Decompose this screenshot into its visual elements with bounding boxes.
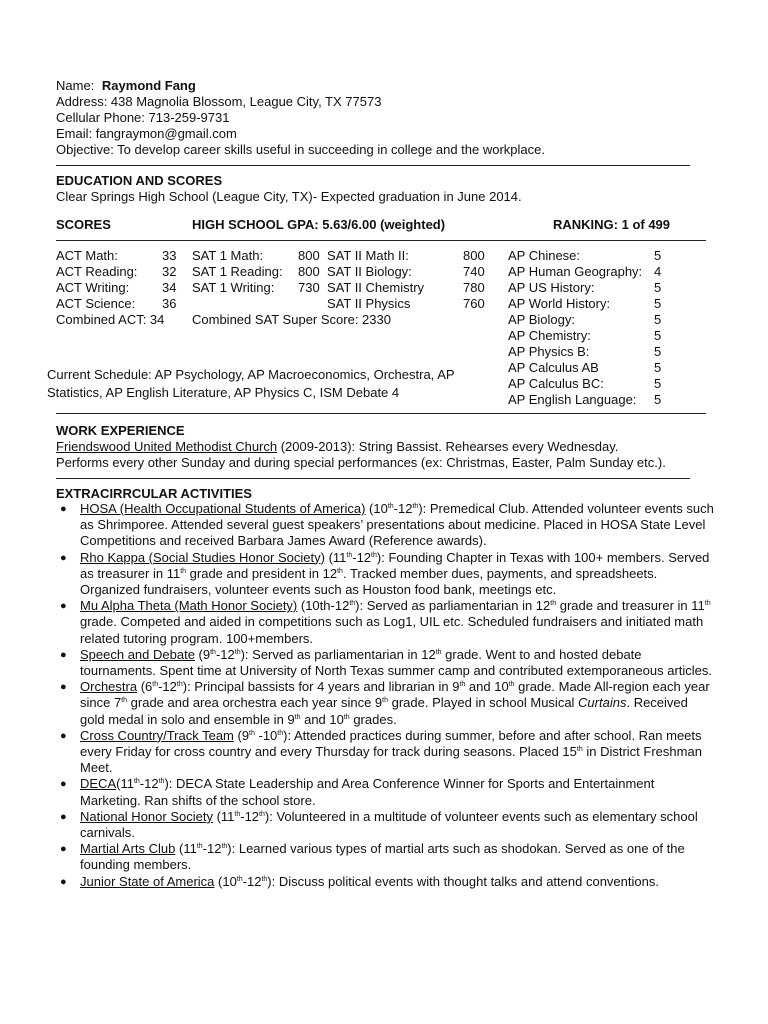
activity-nhs: ● National Honor Society (11th-12th): Volunteered in a multitude of volunteer events such as elementary school carnivals. <box>60 808 698 841</box>
bullet-icon: ● <box>60 503 67 515</box>
email: Email: fangraymon@gmail.com <box>56 126 237 141</box>
activity-rho-kappa: ● Rho Kappa (Social Studies Honor Society) (11th-12th): Founding Chapter in Texas with 100+ members. Served as treasurer in 11th grade and president in 12th. Tracked member dues, payments, and spreadsheets. Organized fundraisers, volunteer events such as Houston food bank, meetings etc. <box>60 549 710 598</box>
sat1-scores <box>192 248 391 328</box>
work-line-1: Friendswood United Methodist Church (2009-2013): String Bassist. Rehearses every Wednesday. <box>56 439 619 454</box>
bullet-icon: ● <box>60 875 67 888</box>
score-row: SAT II Physics 760 <box>327 296 485 311</box>
name-label: Name: <box>56 78 95 93</box>
bullet-icon: ● <box>60 551 67 564</box>
schedule-line-1: Current Schedule: AP Psychology, AP Macroeconomics, Orchestra, AP <box>47 367 455 382</box>
divider <box>56 165 690 166</box>
work-org: Friendswood United Methodist Church <box>56 439 278 454</box>
bullet-icon: ● <box>60 778 67 791</box>
divider <box>56 240 706 241</box>
score-row: AP Chinese: 5 <box>508 248 662 263</box>
score-row: ACT Science: 36 <box>56 296 177 311</box>
phone: Cellular Phone: 713-259-9731 <box>56 110 230 125</box>
divider <box>56 413 706 414</box>
score-row: AP English Language: 5 <box>508 392 662 407</box>
activity-orchestra: ● Orchestra (6th-12th): Principal bassists for 4 years and librarian in 9th and 10th grade. Made All-region each year since 7th grade and area orchestra each year since 9th grade. Played in school Musical Curtains. Received gold medal in solo and ensemble in 9th and 10th grades. <box>60 679 710 727</box>
activities-heading: EXTRACIRRCULAR ACTIVITIES <box>56 486 252 501</box>
score-row: AP Human Geography: 4 <box>508 264 662 279</box>
score-row: SAT II Chemistry 780 <box>327 280 485 295</box>
score-row: AP US History: 5 <box>508 280 662 295</box>
bullet-icon: ● <box>60 729 67 742</box>
score-row: AP Chemistry: 5 <box>508 328 662 343</box>
ap-scores <box>508 248 668 408</box>
bullet-icon: ● <box>60 648 67 661</box>
work-heading: WORK EXPERIENCE <box>56 423 185 438</box>
sat2-scores <box>327 248 489 312</box>
activity-hosa: ● HOSA (Health Occupational Students of America) (10th-12th): Premedical Club. Attended volunteer events such as Shrimporee. Attended several guest speakers’ presentations about medicine. Placed in HOSA State Level Competitions and received Barbara James Award (Reference awards). <box>60 501 714 549</box>
address: Address: 438 Magnolia Blossom, League City, TX 77573 <box>56 94 382 109</box>
activity-jsa: ● Junior State of America (10th-12th): Discuss political events with thought talks and attend conventions. <box>60 873 659 889</box>
bullet-icon: ● <box>60 843 67 856</box>
gpa: HIGH SCHOOL GPA: 5.63/6.00 (weighted) <box>192 217 446 232</box>
work-line-2: Performs every other Sunday and during special performances (ex: Christmas, Easter, Palm Sunday etc.). <box>56 455 666 470</box>
scores-label: SCORES <box>56 217 111 232</box>
candidate-name: Raymond Fang <box>101 78 196 93</box>
score-row: AP World History: 5 <box>508 296 662 311</box>
activity-martial-arts: ● Martial Arts Club (11th-12th): Learned various types of martial arts such as shodokan. Served as one of the founding members. <box>60 841 685 873</box>
combined-act: Combined ACT: 34 <box>56 312 165 327</box>
ranking: RANKING: 1 of 499 <box>553 217 671 232</box>
score-row: ACT Reading: 32 <box>56 264 177 279</box>
score-row: SAT II Math II: 800 <box>327 248 485 263</box>
score-row: SAT 1 Math: 800 <box>192 248 320 263</box>
combined-sat: Combined SAT Super Score: 2330 <box>192 312 391 327</box>
bullet-icon: ● <box>60 681 67 694</box>
score-row: SAT 1 Writing: 730 <box>192 280 320 295</box>
score-row: SAT 1 Reading: 800 <box>192 264 320 279</box>
score-row: ACT Writing: 34 <box>56 280 177 295</box>
schedule-line-2: Statistics, AP English Literature, AP Physics C, ISM Debate 4 <box>47 385 400 400</box>
activities-list <box>56 501 716 890</box>
activity-deca: ● DECA(11th-12th): DECA State Leadership and Area Conference Winner for Sports and Entertainment Marketing. Ran shifts of the school store. <box>60 776 655 808</box>
activity-cross-country: ● Cross Country/Track Team (9th -10th): Attended practices during summer, before and after school. Ran meets every Friday for cross country and every Thursday for track during seasons. Placed 15th in District Freshman Meet. <box>60 727 702 776</box>
score-row: AP Physics B: 5 <box>508 344 662 359</box>
activity-mu-alpha-theta: ● Mu Alpha Theta (Math Honor Society) (10th-12th): Served as parliamentarian in 12th grade and treasurer in 11th grade. Competed and aided in competitions such as Log1, UIL etc. Scheduled fundraisers and initiated math related tutoring program. 100+members. <box>60 598 711 646</box>
education-heading: EDUCATION AND SCORES <box>56 173 223 188</box>
score-row: AP Calculus AB 5 <box>508 360 662 375</box>
school-line: Clear Springs High School (League City, TX)- Expected graduation in June 2014. <box>56 189 522 204</box>
objective: Objective: To develop career skills useful in succeeding in college and the workplace. <box>56 142 545 157</box>
bullet-icon: ● <box>60 810 67 823</box>
bullet-icon: ● <box>60 600 67 613</box>
score-row: ACT Math: 33 <box>56 248 177 263</box>
score-row: AP Biology: 5 <box>508 312 662 327</box>
divider <box>56 478 690 479</box>
act-scores <box>56 248 180 328</box>
activity-speech-debate: ● Speech and Debate (9th-12th): Served as parliamentarian in 12th grade. Went to and hosted debate tournaments. Spent time at University of North Texas summer camp and contributed extemporaneous articles. <box>60 646 712 679</box>
name-line <box>56 78 196 94</box>
score-row: AP Calculus BC: 5 <box>508 376 662 391</box>
score-row: SAT II Biology: 740 <box>327 264 485 279</box>
